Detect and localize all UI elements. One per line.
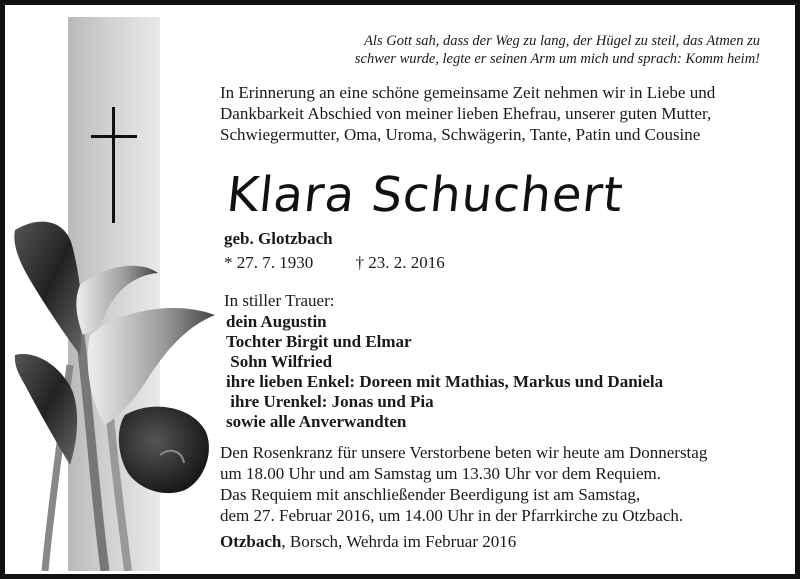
mourner-line: ihre Urenkel: Jonas und Pia — [226, 392, 434, 411]
service-details — [220, 442, 790, 526]
mourner-line: Sohn Wilfried — [226, 352, 333, 371]
cross-icon — [112, 107, 115, 223]
service-line: Das Requiem mit anschließender Beerdigung ist am Samstag, — [220, 485, 641, 504]
mourning-label: In stiller Trauer: — [224, 291, 335, 310]
intro-line: Schwiegermutter, Oma, Uroma, Schwägerin, Tante, Patin und Cousine — [220, 125, 701, 144]
calla-lily-icon — [10, 215, 240, 571]
place-bold: Otzbach — [220, 532, 282, 551]
intro-text — [220, 82, 780, 145]
cross-icon-bar — [91, 135, 137, 138]
place-and-date — [220, 532, 516, 552]
life-dates — [224, 253, 445, 273]
death-date: † 23. 2. 2016 — [355, 253, 445, 272]
mourner-line: dein Augustin — [226, 312, 327, 331]
intro-line: In Erinnerung an eine schöne gemeinsame Zeit nehmen wir in Liebe und — [220, 83, 716, 102]
mourners-list — [226, 312, 663, 432]
service-line: dem 27. Februar 2016, um 14.00 Uhr in der Pfarrkirche zu Otzbach. — [220, 506, 684, 525]
place-rest: , Borsch, Wehrda im Februar 2016 — [281, 532, 517, 551]
intro-line: Dankbarkeit Abschied von meiner lieben Ehefrau, unserer guten Mutter, — [220, 104, 712, 123]
quote-line: schwer wurde, legte er seinen Arm um mich und sprach: Komm heim! — [354, 51, 760, 67]
maiden-name: geb. Glotzbach — [224, 229, 333, 248]
deceased-name: Klara Schuchert — [224, 167, 627, 223]
mourner-line: ihre lieben Enkel: Doreen mit Mathias, Markus und Daniela — [226, 372, 664, 391]
service-line: um 18.00 Uhr und am Samstag um 13.30 Uhr vor dem Requiem. — [220, 464, 662, 483]
birth-date: * 27. 7. 1930 — [224, 253, 314, 272]
memorial-quote — [305, 32, 760, 68]
mourner-line: sowie alle Anverwandten — [226, 412, 407, 431]
quote-line: Als Gott sah, dass der Weg zu lang, der Hügel zu steil, das Atmen zu — [364, 33, 760, 49]
service-line: Den Rosenkranz für unsere Verstorbene beten wir heute am Donnerstag — [220, 443, 708, 462]
mourner-line: Tochter Birgit und Elmar — [226, 332, 412, 351]
